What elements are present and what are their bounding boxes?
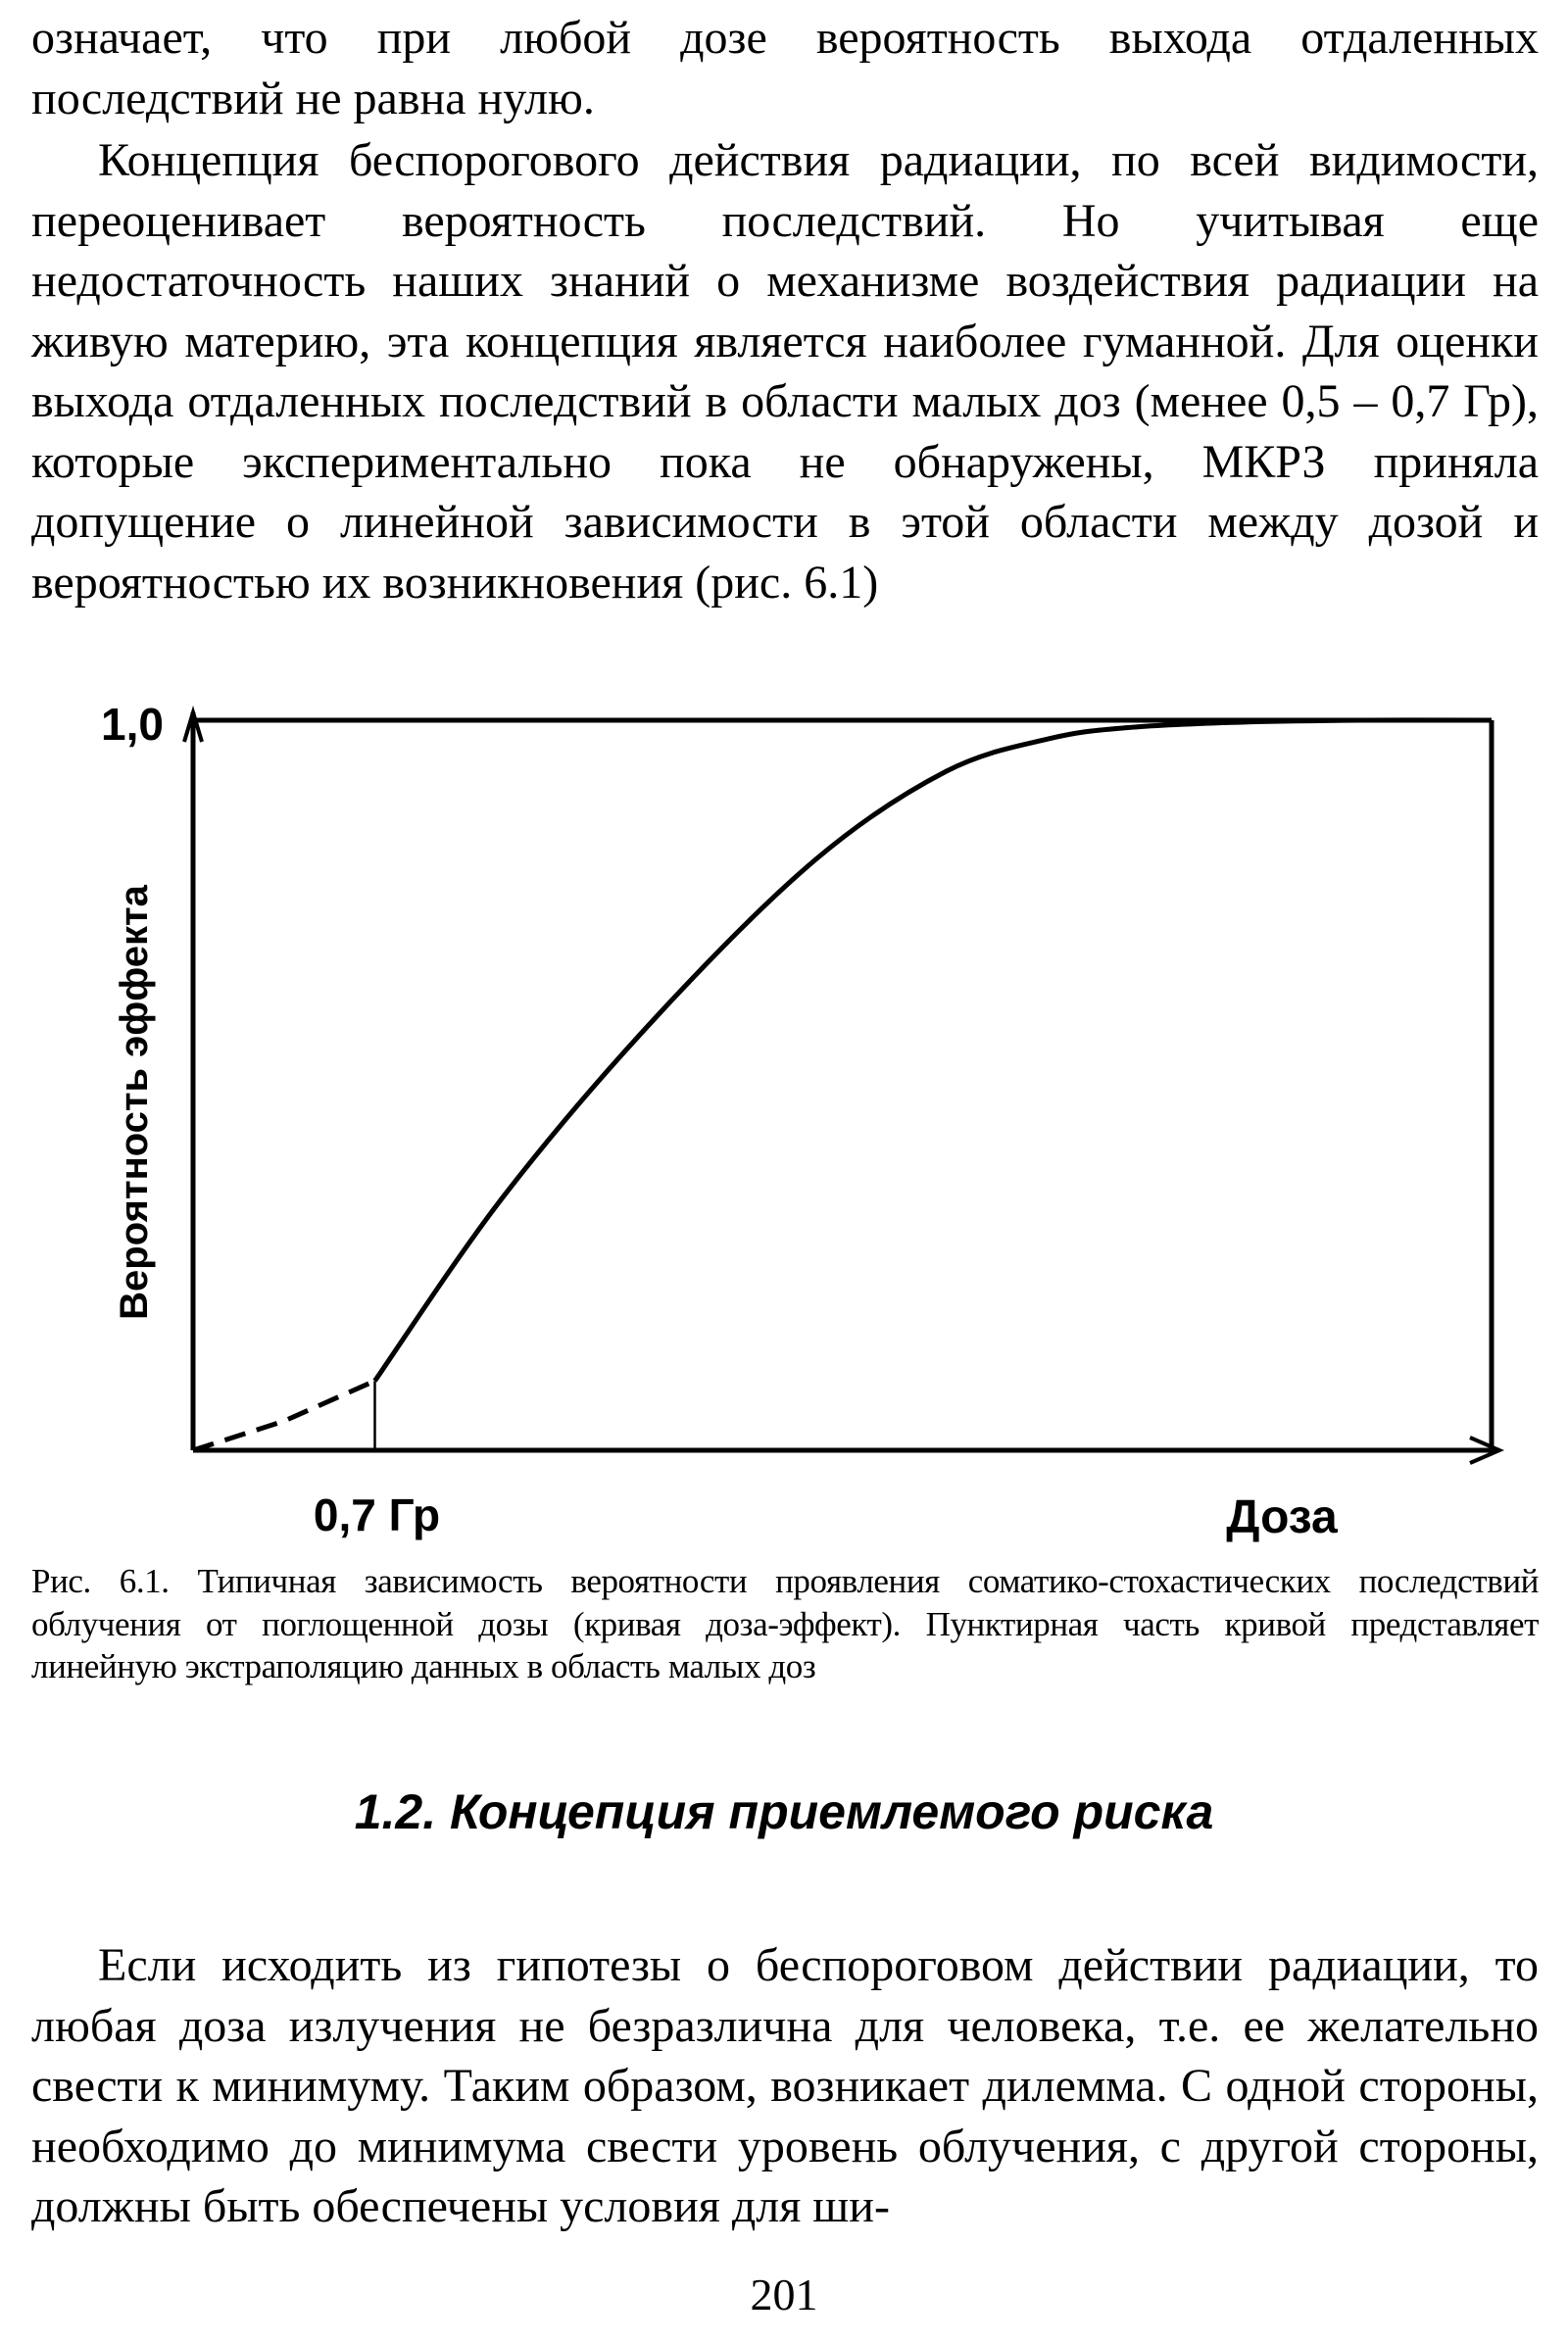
dose-effect-chart	[0, 686, 1568, 1548]
figure-6-1	[0, 686, 1568, 1548]
paragraph-body-2: Если исходить из гипотезы о беспороговом действии радиации, то любая доза излучения не безразлична для человека, т.е. ее желательно свести к минимуму. Таким образом, возникает дилемма. С одной стороны, необходимо до минимума свести уровень облучения, с другой стороны, должны быть обеспечены условия для ши-	[31, 1939, 1539, 2232]
x-axis-label: Доза	[1226, 1491, 1338, 1543]
figure-caption: Рис. 6.1. Типичная зависимость вероятности проявления соматико-стохастических последствий облучения от поглощенной дозы (кривая доза-эффект). Пунктирная часть кривой представляет линейную экстраполяцию данных в область малых доз	[31, 1562, 1539, 1685]
y-tick-label-1-0: 1,0	[101, 699, 164, 750]
section-heading: 1.2. Концепция приемлемого риска	[354, 1784, 1214, 1839]
page-number: 201	[750, 2269, 818, 2319]
series-line-dose-effect	[375, 720, 1493, 1381]
paragraph-continued: означает, что при любой дозе вероятность выхода отдаленных последствий не равна нулю.	[31, 12, 1539, 124]
series-line-extrapolation	[193, 1381, 375, 1450]
paragraph-body-1: Концепция беспорогового действия радиации, по всей видимости, переоценивает вероятность последствий. Но учитывая еще недостаточность наших знаний о механизме воздействия радиации на живую материю, эта концепция является наиболее гуманной. Для оценки выхода отдаленных последствий в области малых доз (менее 0,5 – 0,7 Гр), которые экспериментально пока не обнаружены, МКРЗ приняла допущение о линейной зависимости в этой области между дозой и вероятностью их возникновения (рис. 6.1)	[31, 134, 1539, 609]
x-marker-label-0-7: 0,7 Гр	[313, 1489, 441, 1540]
y-axis-label: Вероятность эффекта	[113, 885, 156, 1320]
